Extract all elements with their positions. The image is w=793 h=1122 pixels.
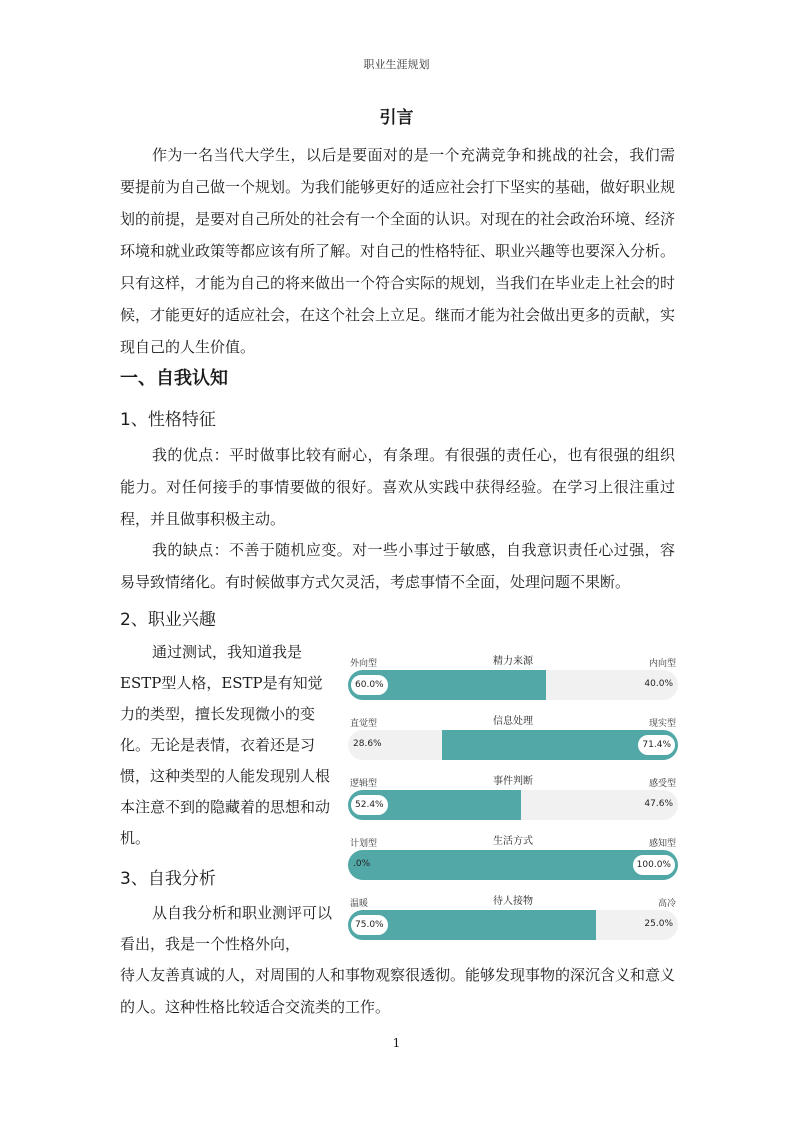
left-percent: 60.0%: [349, 673, 390, 697]
right-trait-label: 现实型: [648, 719, 676, 729]
section-heading-self-awareness: 一、自我认知: [120, 368, 228, 389]
dimension-bar: [348, 850, 678, 880]
dimension-title: 信息处理: [493, 716, 533, 727]
right-percent: 100.0%: [631, 853, 677, 877]
chart-dimension: [348, 652, 678, 712]
chart-dimension: [348, 832, 678, 892]
weaknesses-paragraph: [120, 534, 675, 598]
dimension-title: 待人接物: [493, 896, 533, 907]
subheading-analysis: 3、自我分析: [120, 869, 216, 889]
left-percent: 28.6%: [353, 739, 382, 749]
right-trait-label: 高冷: [657, 899, 676, 909]
dimension-bar: [348, 670, 678, 700]
page-number: 1: [392, 1036, 401, 1050]
page-header: 职业生涯规划: [363, 58, 430, 71]
subheading-interest: 2、职业兴趣: [120, 610, 216, 630]
analysis-start-paragraph: [120, 898, 335, 960]
dimension-bar: [348, 730, 678, 760]
strengths-paragraph: [120, 439, 675, 535]
dimension-bar-fill: [348, 850, 678, 880]
analysis-rest-paragraph: [120, 959, 675, 1023]
chart-dimension: [348, 772, 678, 832]
right-trait-label: 感知型: [648, 839, 676, 849]
left-trait-label: 直觉型: [350, 719, 378, 729]
left-trait-label: 逻辑型: [350, 779, 378, 789]
weaknesses-text: 我的缺点：不善于随机应变。对一些小事过于敏感，自我意识责任心过强，容易导致情绪化。有时候做事方式欠灵活，考虑事情不全面，处理问题不果断。: [120, 541, 675, 591]
intro-text: 作为一名当代大学生，以后是要面对的是一个充满竞争和挑战的社会，我们需要提前为自己做一个规划。为我们能够更好的适应社会打下坚实的基础，做好职业规划的前提，是要对自己所处的社会有一个全面的认识。对现在的社会政治环境、经济环境和就业政策等都应该有所了解。对自己的性格特征、职业兴趣等也要深入分析。只有这样，才能为自己的将来做出一个符合实际的规划，当我们在毕业走上社会的时候，才能更好的适应社会，在这个社会上立足。继而才能为社会做出更多的贡献，实现自己的人生价值。: [120, 146, 676, 356]
personality-chart: [348, 652, 678, 952]
chart-dimension: [348, 712, 678, 772]
analysis-rest-text: 待人友善真诚的人，对周围的人和事物观察很透彻。能够发现事物的深沉含义和意义的人。这种性格比较适合交流类的工作。: [120, 966, 676, 1016]
right-percent: 25.0%: [644, 919, 673, 929]
left-percent: 75.0%: [349, 913, 390, 937]
left-percent: .0%: [353, 859, 371, 869]
dimension-title: 生活方式: [493, 836, 533, 847]
interest-text: 通过测试，我知道我是ESTP型人格，ESTP是有知觉力的类型，擅长发现微小的变化。无论是表情，衣着还是习惯，这种类型的人能发现别人根本注意不到的隐藏着的思想和动机。: [120, 643, 331, 847]
right-percent: 71.4%: [636, 733, 677, 757]
chart-dimension: [348, 892, 678, 952]
left-trait-label: 温暖: [350, 899, 369, 909]
right-percent: 40.0%: [644, 679, 673, 689]
right-trait-label: 内向型: [648, 659, 676, 669]
left-trait-label: 外向型: [350, 659, 378, 669]
left-trait-label: 计划型: [350, 839, 378, 849]
right-trait-label: 感受型: [648, 779, 676, 789]
dimension-title: 精力来源: [493, 656, 533, 667]
dimension-title: 事件判断: [493, 776, 533, 787]
strengths-text: 我的优点：平时做事比较有耐心，有条理。有很强的责任心，也有很强的组织能力。对任何接手的事情要做的很好。喜欢从实践中获得经验。在学习上很注重过程，并且做事积极主动。: [120, 446, 675, 528]
analysis-start-text: 从自我分析和职业测评可以看出，我是一个性格外向，: [120, 904, 333, 953]
subheading-personality: 1、性格特征: [120, 410, 216, 430]
left-percent: 52.4%: [349, 793, 390, 817]
intro-paragraph: [120, 139, 675, 363]
interest-paragraph: [120, 637, 335, 854]
page-title: 引言: [379, 108, 414, 128]
dimension-bar: [348, 910, 678, 940]
right-percent: 47.6%: [644, 799, 673, 809]
dimension-bar: [348, 790, 678, 820]
